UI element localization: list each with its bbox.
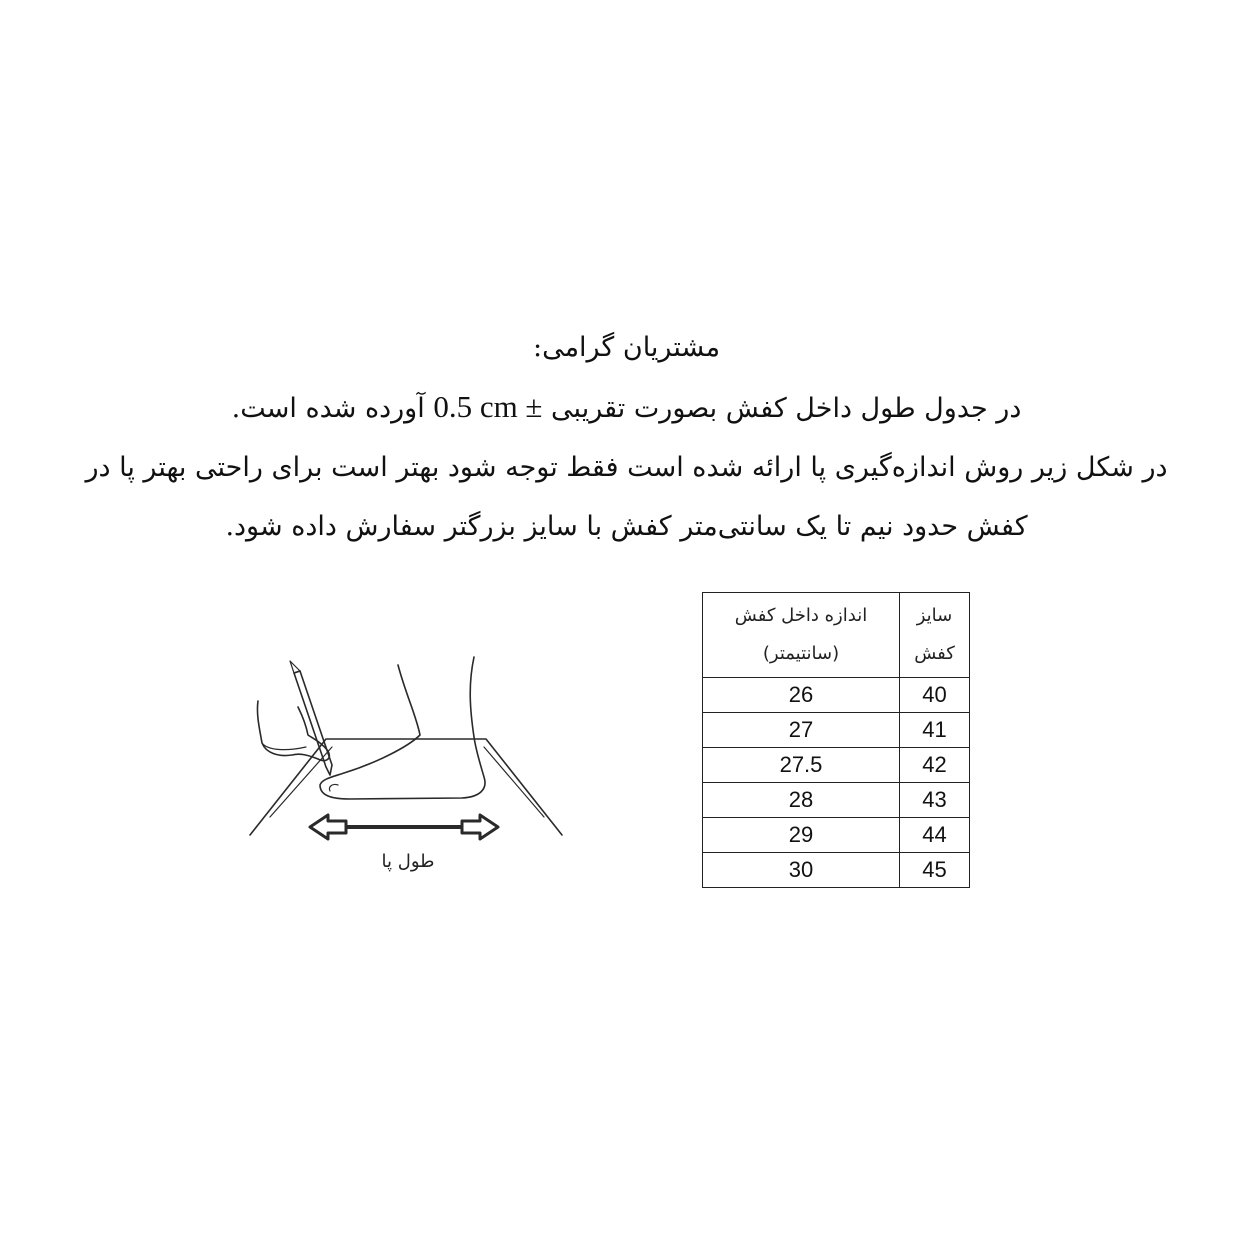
foot-length-caption: طول پا xyxy=(381,851,435,872)
size-cell: 44 xyxy=(900,818,970,853)
header-inner-length xyxy=(703,593,900,678)
header-inner-length-line2: (سانتیمتر) xyxy=(762,643,840,664)
inner-length-cell: 28 xyxy=(703,783,900,818)
table-row xyxy=(703,853,970,888)
hand-outline xyxy=(257,701,329,761)
header-size-line1: سایز xyxy=(916,605,953,626)
tolerance-line-end: آورده شده است. xyxy=(231,393,425,424)
notice-text xyxy=(30,318,1223,556)
tolerance-line-start: در جدول طول داخل کفش بصورت تقریبی xyxy=(551,393,1022,424)
foot-measurement-figure xyxy=(248,655,568,890)
arrow-left-head xyxy=(310,815,346,839)
header-size-line2: کفش xyxy=(914,643,955,664)
size-table-header xyxy=(703,593,970,678)
pencil-tip xyxy=(290,661,300,673)
size-cell: 45 xyxy=(900,853,970,888)
notice-tolerance-line xyxy=(30,377,1223,438)
size-cell: 43 xyxy=(900,783,970,818)
size-cell: 42 xyxy=(900,748,970,783)
toe-detail xyxy=(329,784,338,791)
header-size xyxy=(900,593,970,678)
header-inner-length-line1: اندازه داخل کفش xyxy=(734,605,868,626)
hand-finger xyxy=(262,743,306,750)
notice-greeting: مشتریان گرامی: xyxy=(532,332,721,363)
arrow-right-head xyxy=(462,815,498,839)
table-row xyxy=(703,818,970,853)
advice-line-1: در شکل زیر روش اندازه‌گیری پا ارائه شده است فقط توجه شود بهتر است برای راحتی بهتر پا در xyxy=(85,452,1168,483)
inner-length-cell: 26 xyxy=(703,678,900,713)
table-row xyxy=(703,783,970,818)
size-table xyxy=(702,592,970,888)
table-row xyxy=(703,678,970,713)
advice-line-2: کفش حدود نیم تا یک سانتی‌متر کفش با سایز بزرگتر سفارش داده شود. xyxy=(225,511,1028,542)
tolerance-value: 0.5 cm ± xyxy=(433,389,543,424)
inner-length-cell: 29 xyxy=(703,818,900,853)
inner-length-cell: 27 xyxy=(703,713,900,748)
size-cell: 41 xyxy=(900,713,970,748)
size-cell: 40 xyxy=(900,678,970,713)
table-row xyxy=(703,748,970,783)
inner-length-cell: 27.5 xyxy=(703,748,900,783)
leg-outline xyxy=(320,657,485,799)
inner-length-cell: 30 xyxy=(703,853,900,888)
table-row xyxy=(703,713,970,748)
